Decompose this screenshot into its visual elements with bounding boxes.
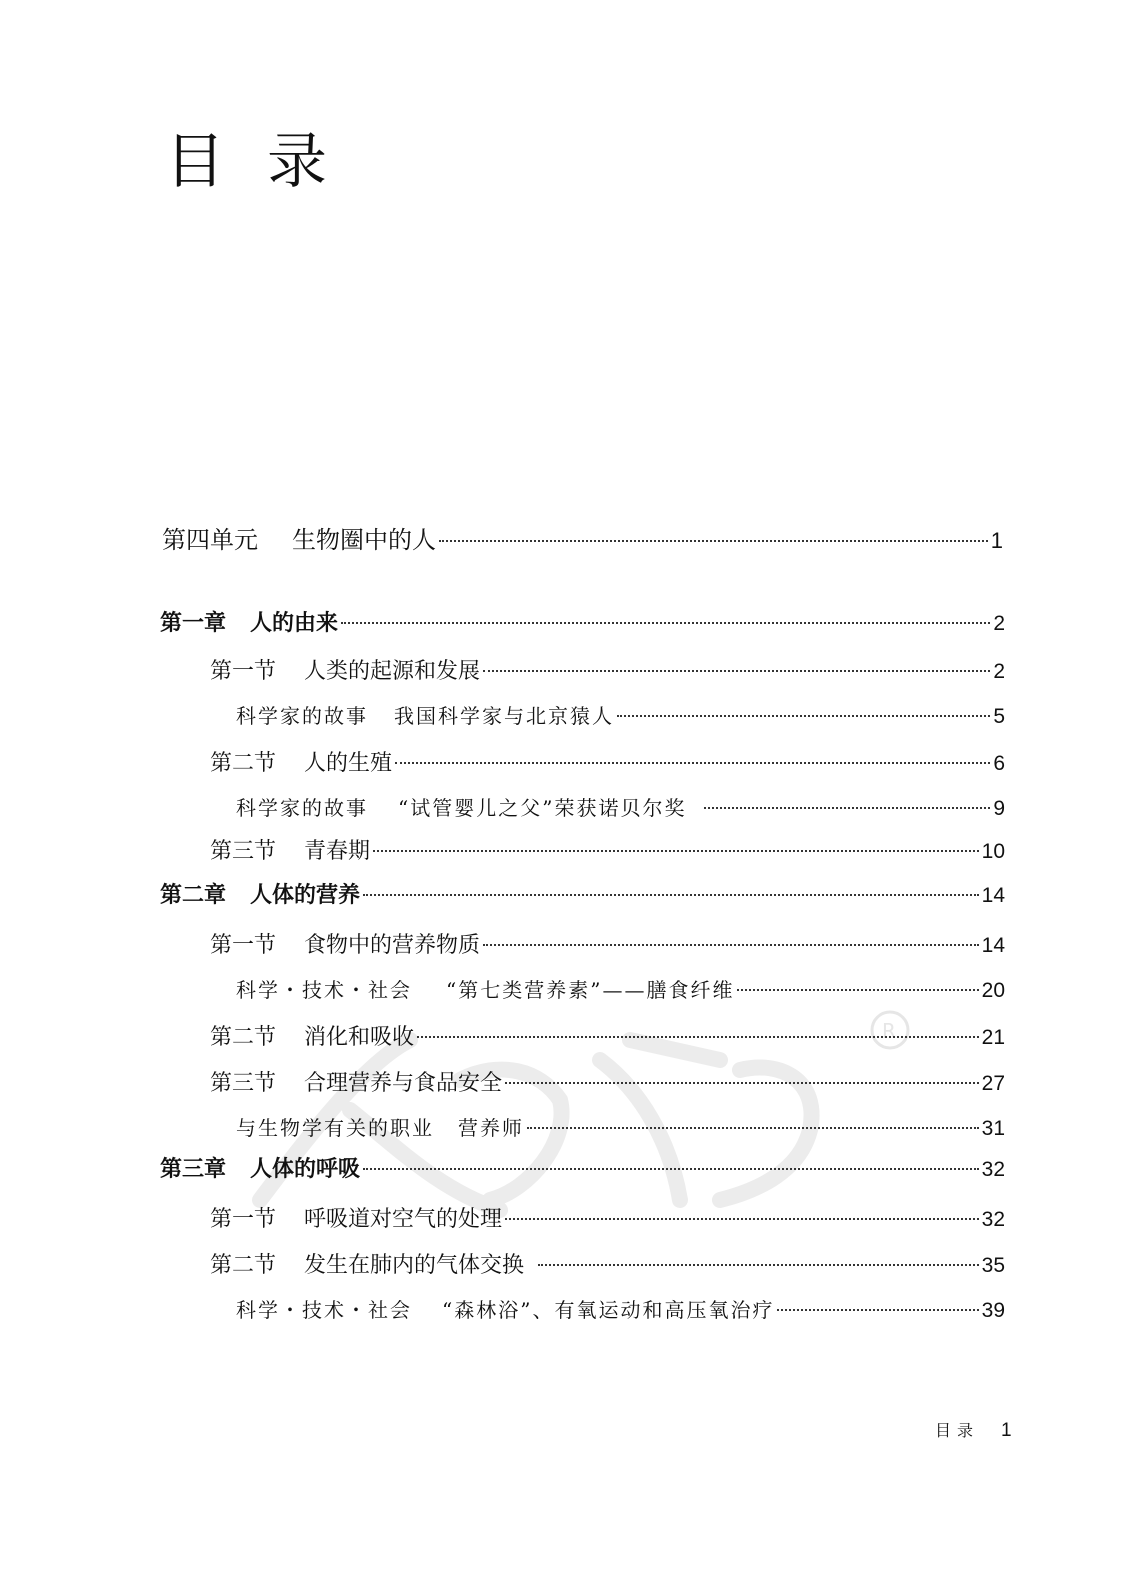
toc-entry-title: 人体的营养 <box>250 882 361 908</box>
toc-entry-section[interactable] <box>210 1202 1005 1236</box>
dot-leader <box>363 1168 979 1170</box>
toc-entry-page: 32 <box>981 1158 1005 1181</box>
toc-entry-feature[interactable] <box>236 792 1005 826</box>
toc-entry-title: 我国科学家与北京猿人 <box>394 704 614 728</box>
dot-leader <box>505 1082 979 1084</box>
toc-entry-title: 人的由来 <box>250 610 339 636</box>
page-title-char-1: 目 <box>165 127 225 197</box>
toc-entry-title: 食物中的营养物质 <box>304 933 481 958</box>
toc-entry-number: 第三节 <box>210 839 277 864</box>
toc-entry-section[interactable] <box>210 1020 1005 1054</box>
toc-entry-title: 营养师 <box>458 1116 524 1140</box>
toc-entry-number: 科学家的故事 <box>236 796 368 820</box>
toc-entry-page: 6 <box>993 752 1005 775</box>
toc-entry-chapter-3[interactable] <box>160 1152 1005 1186</box>
dot-leader <box>373 850 979 852</box>
toc-entry-title: 呼吸道对空气的处理 <box>304 1207 503 1232</box>
toc-entry-page: 21 <box>981 1026 1005 1049</box>
toc-entry-number: 第一节 <box>210 1207 277 1232</box>
toc-entry-page: 20 <box>981 979 1005 1002</box>
toc-entry-page: 31 <box>981 1117 1005 1140</box>
dot-leader <box>341 622 990 624</box>
dot-leader <box>505 1218 979 1220</box>
dot-leader <box>417 1036 979 1038</box>
toc-entry-page: 5 <box>993 705 1005 728</box>
toc-entry-title: 生物圈中的人 <box>292 526 436 554</box>
toc-entry-page: 14 <box>981 934 1005 957</box>
dot-leader <box>439 540 988 542</box>
toc-entry-section[interactable] <box>210 834 1005 868</box>
toc-entry-feature[interactable] <box>236 700 1005 734</box>
toc-entry-chapter-2[interactable] <box>160 878 1005 912</box>
toc-entry-page: 39 <box>981 1299 1005 1322</box>
dot-leader <box>395 762 990 764</box>
toc-entry-number: 第三节 <box>210 1071 277 1096</box>
toc-entry-number: 第二节 <box>210 751 277 776</box>
svg-text:R: R <box>882 1019 896 1043</box>
dot-leader <box>483 670 990 672</box>
toc-entry-number: 科学・技术・社会 <box>236 978 412 1002</box>
dot-leader <box>777 1309 978 1311</box>
toc-entry-number: 第一章 <box>160 610 227 636</box>
toc-entry-title: 人体的呼吸 <box>250 1156 361 1182</box>
toc-entry-page: 10 <box>981 840 1005 863</box>
dot-leader <box>363 894 979 896</box>
toc-entry-number: 科学・技术・社会 <box>236 1298 412 1322</box>
dot-leader <box>527 1127 979 1129</box>
toc-entry-section[interactable] <box>210 746 1005 780</box>
toc-entry-page: 32 <box>981 1208 1005 1231</box>
toc-entry-section[interactable] <box>210 1066 1005 1100</box>
dot-leader <box>737 989 978 991</box>
toc-entry-number: 第一节 <box>210 933 277 958</box>
page-footer <box>935 1418 1012 1442</box>
page-title-char-2: 录 <box>267 127 327 197</box>
toc-entry-section[interactable] <box>210 928 1005 962</box>
footer-label: 目录 <box>935 1421 980 1440</box>
footer-page-number: 1 <box>1001 1420 1012 1441</box>
toc-entry-feature[interactable] <box>236 1294 1005 1328</box>
toc-entry-number: 与生物学有关的职业 <box>236 1116 434 1140</box>
toc-entry-number: 第三章 <box>160 1156 227 1182</box>
toc-entry-page: 1 <box>990 528 1003 553</box>
toc-entry-section[interactable] <box>210 654 1005 688</box>
toc-entry-title: “试管婴儿之父”荣获诺贝尔奖 <box>398 796 687 820</box>
toc-entry-title: 青春期 <box>304 839 371 864</box>
toc-entry-page: 2 <box>993 612 1005 635</box>
dot-leader <box>704 807 990 809</box>
toc-entry-section[interactable] <box>210 1248 1005 1282</box>
dot-leader <box>538 1264 979 1266</box>
toc-entry-page: 14 <box>981 884 1005 907</box>
toc-entry-chapter-1[interactable] <box>160 606 1005 640</box>
toc-entry-page: 27 <box>981 1072 1005 1095</box>
dot-leader <box>617 715 990 717</box>
toc-entry-number: 第二节 <box>210 1025 277 1050</box>
toc-entry-page: 35 <box>981 1254 1005 1277</box>
toc-entry-number: 第二章 <box>160 882 227 908</box>
dot-leader <box>483 944 979 946</box>
toc-entry-title: 人的生殖 <box>304 751 393 776</box>
toc-entry-number: 第二节 <box>210 1253 277 1278</box>
toc-entry-feature[interactable] <box>236 974 1005 1008</box>
toc-entry-page: 2 <box>993 660 1005 683</box>
toc-entry-title: 人类的起源和发展 <box>304 659 481 684</box>
toc-entry-page: 9 <box>993 797 1005 820</box>
toc-entry-number: 第一节 <box>210 659 277 684</box>
toc-entry-title: 发生在肺内的气体交换 <box>304 1253 525 1278</box>
toc-entry-title: “森林浴”、有氧运动和高压氧治疗 <box>442 1298 775 1322</box>
toc-entry-title: 消化和吸收 <box>304 1025 415 1050</box>
toc-entry-feature[interactable] <box>236 1112 1005 1146</box>
toc-entry-number: 科学家的故事 <box>236 704 368 728</box>
toc-entry-unit-4[interactable] <box>162 520 1003 554</box>
toc-entry-title: 合理营养与食品安全 <box>304 1071 503 1096</box>
toc-entry-title: “第七类营养素”——膳食纤维 <box>446 978 735 1002</box>
toc-entry-number: 第四单元 <box>162 526 258 554</box>
